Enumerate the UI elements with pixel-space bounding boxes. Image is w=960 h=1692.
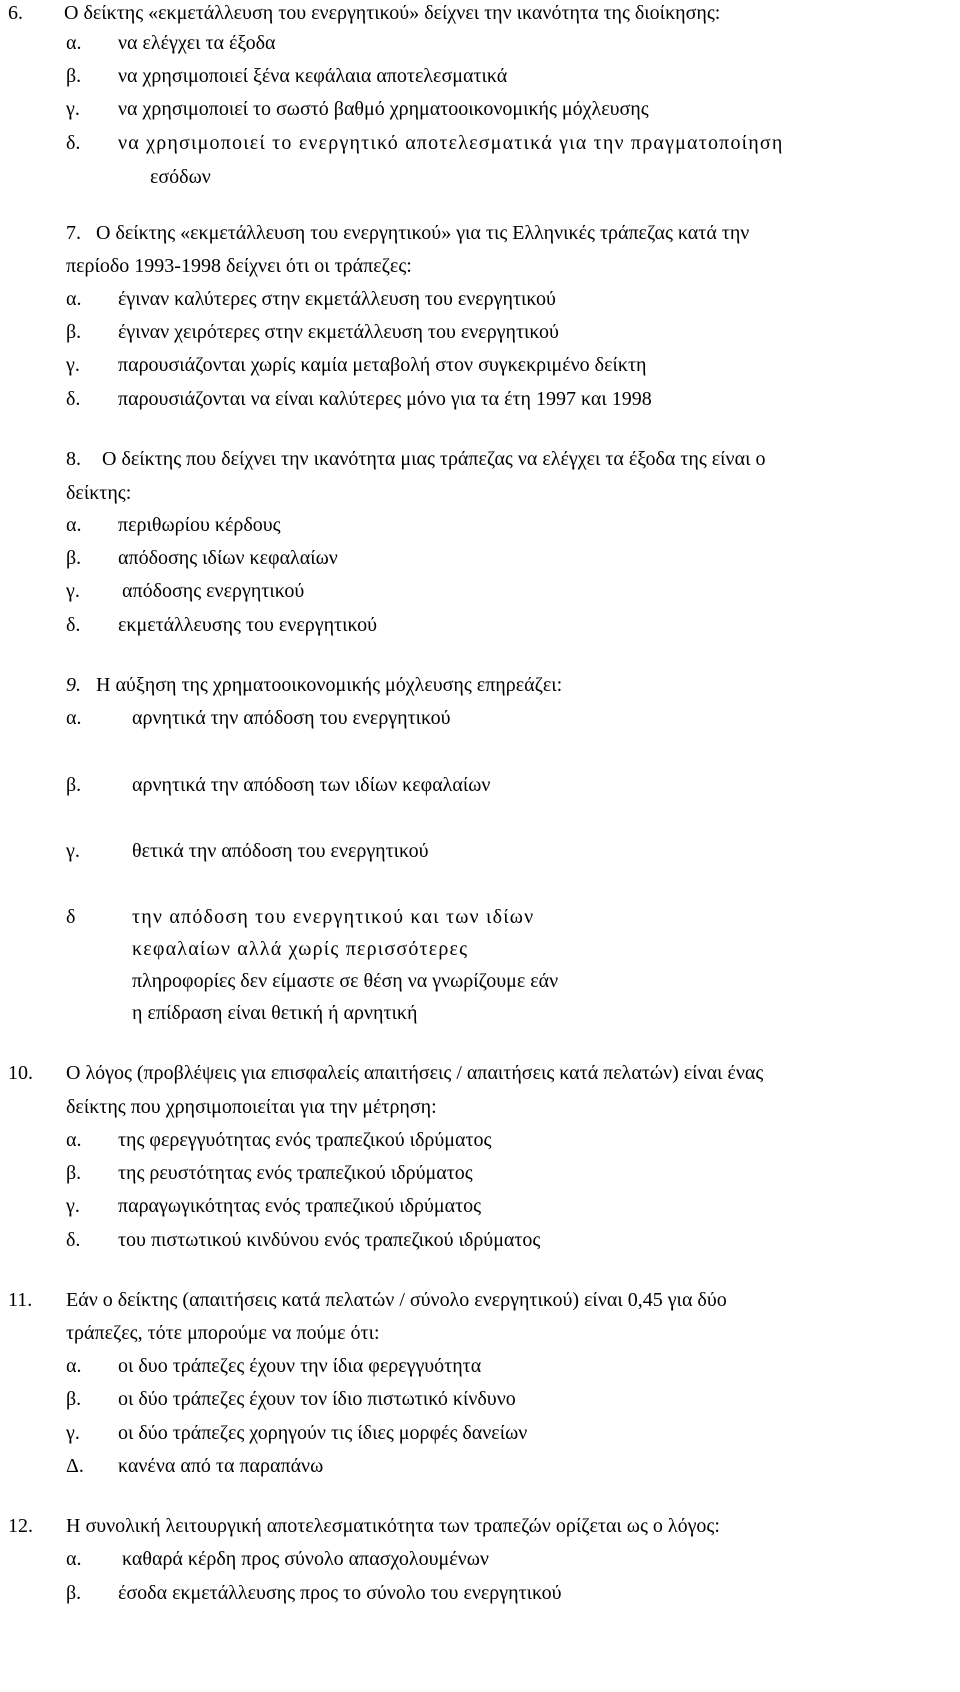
option-text: εκμετάλλευσης του ενεργητικού <box>118 614 377 636</box>
option-label: δ <box>66 906 76 928</box>
option-text: να χρησιμοποιεί το ενεργητικό αποτελεσματικά για την πραγματοποίηση <box>118 132 784 154</box>
option-text: οι δύο τράπεζες χορηγούν τις ίδιες μορφές δανείων <box>118 1422 528 1444</box>
option-label: β. <box>66 65 82 87</box>
question-stem: Η συνολική λειτουργική αποτελεσματικότητα των τραπεζών ορίζεται ως ο λόγος: <box>66 1515 720 1537</box>
option-text: να ελέγχει τα έξοδα <box>118 32 276 54</box>
option-text: καθαρά κέρδη προς σύνολο απασχολουμένων <box>122 1548 489 1570</box>
option-text-continued: η επίδραση είναι θετική ή αρνητική <box>132 1002 418 1024</box>
option-text: του πιστωτικού κινδύνου ενός τραπεζικού ιδρύματος <box>118 1229 541 1251</box>
option-label: γ. <box>66 354 80 376</box>
option-text: έγιναν χειρότερες στην εκμετάλλευση του ενεργητικού <box>118 321 559 343</box>
option-text: αρνητικά την απόδοση των ιδίων κεφαλαίων <box>132 774 491 796</box>
question-number: 11. <box>8 1289 33 1311</box>
option-label: γ. <box>66 98 80 120</box>
option-label: δ. <box>66 1229 81 1251</box>
option-text: απόδοσης ενεργητικού <box>122 580 305 602</box>
option-text-continued: πληροφορίες δεν είμαστε σε θέση να γνωρίζουμε εάν <box>132 970 559 992</box>
option-text: απόδοσης ιδίων κεφαλαίων <box>118 547 338 569</box>
option-label: α. <box>66 32 82 54</box>
option-label: δ. <box>66 614 81 636</box>
option-text: παρουσιάζονται να είναι καλύτερες μόνο για τα έτη 1997 και 1998 <box>118 388 652 410</box>
option-label: γ. <box>66 1422 80 1444</box>
option-text: να χρησιμοποιεί ξένα κεφάλαια αποτελεσματικά <box>118 65 508 87</box>
question-number: 8. <box>66 448 81 470</box>
option-text: παραγωγικότητας ενός τραπεζικού ιδρύματος <box>118 1195 482 1217</box>
option-text: έγιναν καλύτερες στην εκμετάλλευση του ενεργητικού <box>118 288 556 310</box>
option-label: γ. <box>66 840 80 862</box>
question-stem-continued: δείκτης που χρησιμοποιείται για την μέτρηση: <box>66 1096 437 1118</box>
question-stem-continued: περίοδο 1993-1998 δείχνει ότι οι τράπεζες: <box>66 255 412 277</box>
option-label: δ. <box>66 132 81 154</box>
option-label: α. <box>66 514 82 536</box>
option-label: Δ. <box>66 1455 84 1477</box>
option-text: οι δυο τράπεζες έχουν την ίδια φερεγγυότητα <box>118 1355 482 1377</box>
option-label: α. <box>66 1129 82 1151</box>
option-text: περιθωρίου κέρδους <box>118 514 281 536</box>
option-label: α. <box>66 288 82 310</box>
question-stem-continued: τράπεζες, τότε μπορούμε να πούμε ότι: <box>66 1322 380 1344</box>
question-number: 7. <box>66 222 81 244</box>
option-label: α. <box>66 707 82 729</box>
option-text: της ρευστότητας ενός τραπεζικού ιδρύματος <box>118 1162 473 1184</box>
question-stem: Εάν ο δείκτης (απαιτήσεις κατά πελατών / σύνολο ενεργητικού) είναι 0,45 για δύο <box>66 1289 727 1311</box>
option-text: την απόδοση του ενεργητικού και των ιδίων <box>132 906 535 928</box>
option-text: θετικά την απόδοση του ενεργητικού <box>132 840 429 862</box>
question-number: 12. <box>8 1515 33 1537</box>
option-label: γ. <box>66 580 80 602</box>
question-stem: Η αύξηση της χρηματοοικονομικής μόχλευσης επηρεάζει: <box>96 674 563 696</box>
question-stem: Ο δείκτης «εκμετάλλευση του ενεργητικού» δείχνει την ικανότητα της διοίκησης: <box>64 2 721 24</box>
option-text: έσοδα εκμετάλλευσης προς το σύνολο του ενεργητικού <box>118 1582 562 1604</box>
question-stem-continued: δείκτης: <box>66 482 132 504</box>
option-label: β. <box>66 321 82 343</box>
option-label: β. <box>66 1162 82 1184</box>
question-number: 9. <box>66 674 81 696</box>
option-text-continued: εσόδων <box>150 166 211 188</box>
option-text-continued: κεφαλαίων αλλά χωρίς περισσότερες <box>132 938 469 960</box>
option-label: β. <box>66 774 82 796</box>
question-number: 10. <box>8 1062 33 1084</box>
option-label: δ. <box>66 388 81 410</box>
question-stem: Ο λόγος (προβλέψεις για επισφαλείς απαιτήσεις / απαιτήσεις κατά πελατών) είναι ένας <box>66 1062 764 1084</box>
option-text: της φερεγγυότητας ενός τραπεζικού ιδρύματος <box>118 1129 492 1151</box>
option-label: β. <box>66 1582 82 1604</box>
option-label: β. <box>66 1388 82 1410</box>
option-label: β. <box>66 547 82 569</box>
question-stem: Ο δείκτης που δείχνει την ικανότητα μιας τράπεζας να ελέγχει τα έξοδα της είναι ο <box>102 448 766 470</box>
option-label: α. <box>66 1355 82 1377</box>
option-text: να χρησιμοποιεί το σωστό βαθμό χρηματοοικονομικής μόχλευσης <box>118 98 649 120</box>
question-stem: Ο δείκτης «εκμετάλλευση του ενεργητικού» για τις Ελληνικές τράπεζας κατά την <box>96 222 750 244</box>
option-text: αρνητικά την απόδοση του ενεργητικού <box>132 707 451 729</box>
option-text: οι δύο τράπεζες έχουν τον ίδιο πιστωτικό κίνδυνο <box>118 1388 516 1410</box>
option-text: κανένα από τα παραπάνω <box>118 1455 324 1477</box>
option-label: γ. <box>66 1195 80 1217</box>
question-number: 6. <box>8 2 23 24</box>
option-text: παρουσιάζονται χωρίς καμία μεταβολή στον συγκεκριμένο δείκτη <box>118 354 647 376</box>
option-label: α. <box>66 1548 82 1570</box>
